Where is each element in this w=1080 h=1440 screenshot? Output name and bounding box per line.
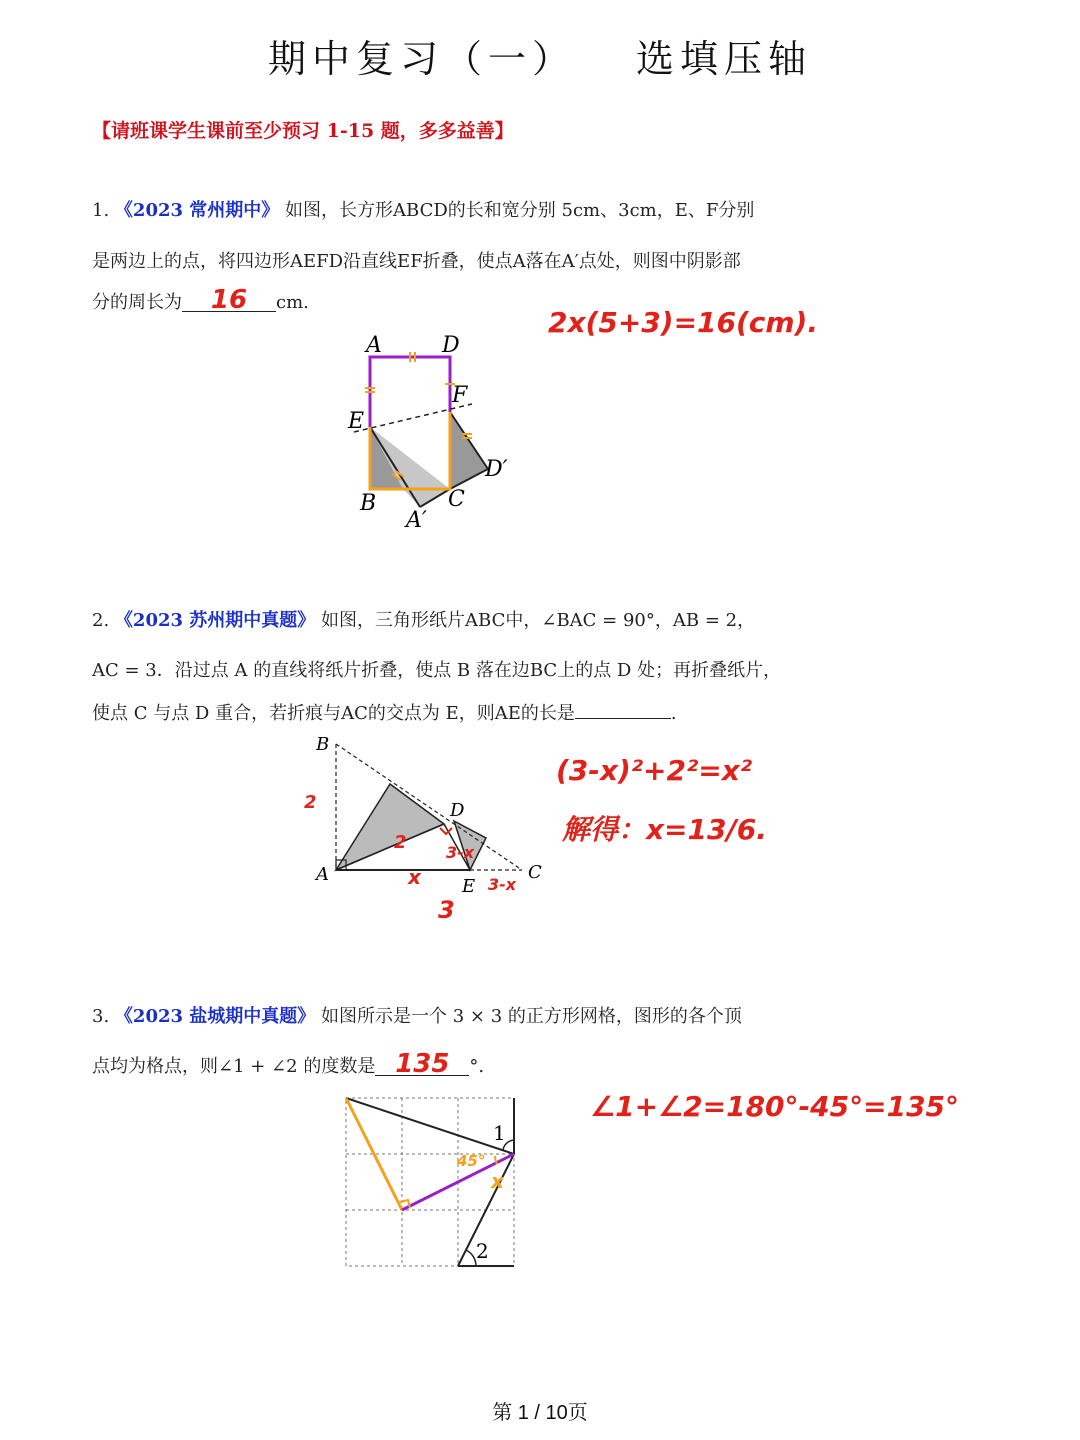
q3-figure	[335, 1090, 525, 1275]
q2-note-ae: x	[408, 865, 421, 889]
q1-label-dprime: D′	[485, 457, 508, 482]
q1-figure	[340, 330, 530, 540]
q1-label-a: A	[366, 333, 382, 358]
q1-label-b: B	[360, 491, 377, 516]
q1-answer: 16	[182, 289, 276, 312]
q3-label-angle1: 1	[493, 1121, 506, 1145]
notice: 【请班课学生课前至少预习 1-15 题，多多益善】	[92, 120, 514, 142]
q3-text2: 点均为格点，则∠1 + ∠2 的度数是	[92, 1056, 376, 1077]
q2-label-e: E	[462, 876, 476, 897]
q2-label-c: C	[528, 862, 542, 883]
page-number: 第 1 / 10页	[492, 1402, 588, 1424]
q2-text3: 使点 C 与点 D 重合，若折痕与AC的交点为 E，则AE的长是	[92, 703, 575, 724]
q1-number: 1.	[92, 200, 110, 221]
q3-label-angle2: 2	[476, 1239, 489, 1263]
q1-label-aprime: A′	[406, 508, 427, 533]
q3-text2-post: °.	[469, 1056, 485, 1077]
title-part2: 选填压轴	[636, 37, 813, 81]
q1-line2: 是两边上的点，将四边形AEFD沿直线EF折叠，使点A落在A′点处，则图中阴影部	[92, 251, 741, 272]
q1-source: 《2023 常州期中》	[114, 200, 280, 221]
q1-text1: 如图，长方形ABCD的长和宽分别 5cm、3cm，E、F分别	[285, 200, 755, 221]
q2-line2: AC = 3．沿过点 A 的直线将纸片折叠，使点 B 落在边BC上的点 D 处；再折叠纸片，	[92, 660, 782, 681]
q1-text3: 分的周长为	[92, 292, 182, 313]
q2-label-a: A	[316, 864, 329, 885]
q2-handwritten-line1: (3-x)²+2²=x²	[556, 754, 753, 787]
q2-note-ec: 3-x	[488, 875, 517, 894]
q1-line1	[92, 196, 754, 222]
title-part1: 期中复习（一）	[267, 37, 576, 81]
q3-line1	[92, 1002, 742, 1028]
q1-label-d: D	[442, 333, 460, 358]
q2-source: 《2023 苏州期中真题》	[114, 610, 316, 631]
page-title	[0, 28, 1080, 83]
q2-text3-post: .	[670, 703, 677, 724]
q2-number: 2.	[92, 610, 110, 631]
q2-note-ad: 2	[394, 832, 407, 853]
q3-number: 3.	[92, 1006, 110, 1027]
q3-text1: 如图所示是一个 3 × 3 的正方形网格，图形的各个顶	[321, 1006, 742, 1027]
q3-label-45: 45°	[457, 1152, 486, 1170]
q2-line1	[92, 606, 755, 632]
q1-label-c: C	[448, 487, 465, 512]
q3-grid	[346, 1098, 514, 1266]
q2-note-dc: 3-x	[446, 843, 475, 862]
q3-answer: 135	[375, 1053, 469, 1076]
q2-label-d: D	[450, 800, 465, 821]
q3-angle2-arc	[466, 1250, 476, 1266]
q1-text3-post: cm.	[276, 292, 309, 313]
q1-purple-path	[370, 357, 450, 427]
q3-label-x: x	[491, 1169, 504, 1193]
q3-source: 《2023 盐城期中真题》	[114, 1006, 316, 1027]
q2-line3	[92, 698, 677, 725]
q1-shade-right	[450, 412, 488, 489]
q1-handwritten-work: 2x(5+3)=16(cm).	[548, 306, 818, 339]
q1-line3	[92, 285, 309, 315]
q2-answer	[575, 698, 671, 719]
q2-text1: 如图，三角形纸片ABC中，∠BAC = 90°，AB = 2，	[321, 610, 756, 631]
q2-label-b: B	[316, 734, 330, 755]
q2-note-ab: 2	[304, 792, 317, 813]
q2-figure	[290, 728, 560, 928]
q1-label-f: F	[452, 383, 468, 408]
q3-line2	[92, 1049, 485, 1079]
q2-handwritten-line2: 解得：x=13/6.	[562, 813, 767, 846]
q1-label-e: E	[348, 409, 365, 434]
q3-handwritten-work: ∠1+∠2=180°-45°=135°	[590, 1090, 960, 1123]
q2-note-ac: 3	[438, 896, 455, 924]
q2-shade-left	[336, 784, 444, 870]
